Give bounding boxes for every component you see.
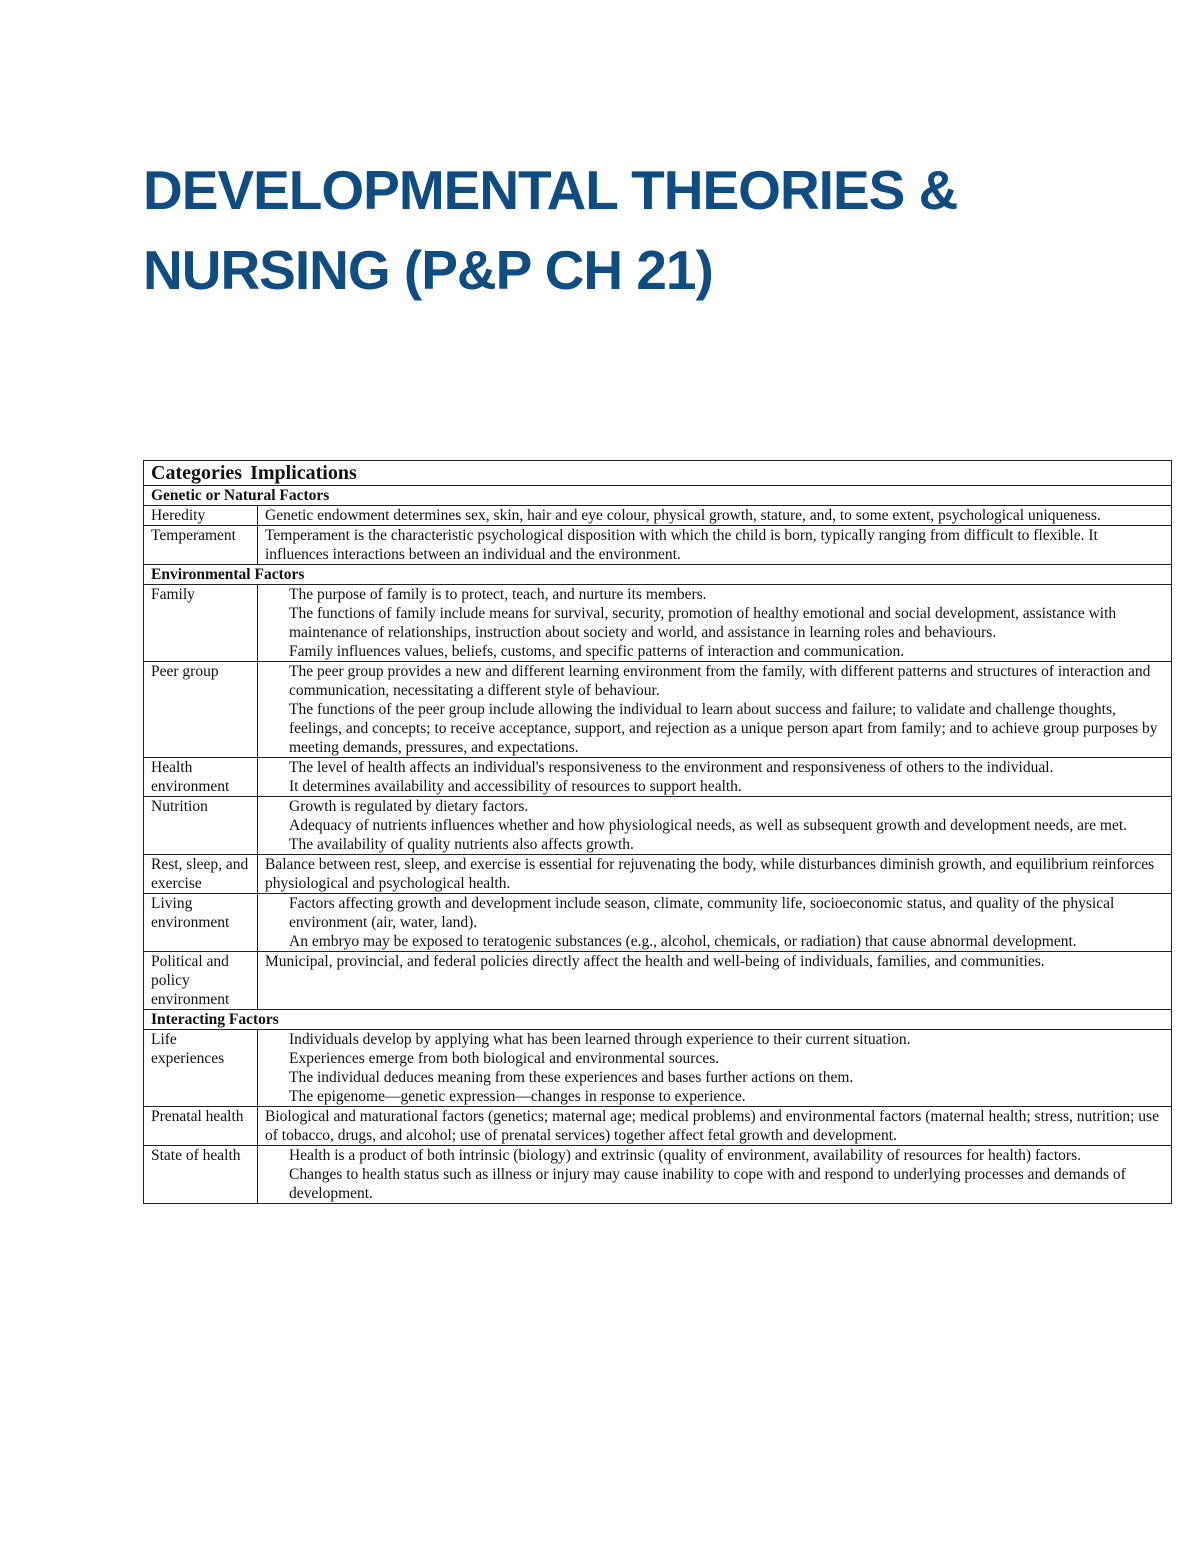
table-body [144,486,1172,1204]
category-cell: State of health [144,1146,258,1204]
section-row [144,565,1172,585]
table-row [144,894,1172,952]
table-row [144,1030,1172,1107]
implication-line: Biological and maturational factors (genetics; maternal age; medical problems) and environmental factors (maternal health; stress, nutrition; use of tobacco, drugs, and alcohol; use of prenatal services) together affect fetal growth and development. [265,1108,1159,1144]
table-row [144,585,1172,662]
implication-line: Balance between rest, sleep, and exercise is essential for rejuvenating the body, while disturbances diminish growth, and equilibrium reinforces physiological and psychological health. [265,856,1155,892]
implication-cell [258,585,1172,662]
implication-line: Adequacy of nutrients influences whether and how physiological needs, as well as subsequent growth and development needs, are met. [289,817,1128,834]
implication-line: The individual deduces meaning from these experiences and bases further actions on them. [289,1069,854,1086]
implication-line: The level of health affects an individual's responsiveness to the environment and responsiveness of others to the individual. [289,759,1054,776]
implication-cell [258,1146,1172,1204]
section-row [144,1010,1172,1030]
section-heading: Interacting Factors [144,1010,1172,1030]
category-cell: Prenatal health [144,1107,258,1146]
category-cell: Peer group [144,662,258,758]
category-cell: Life experiences [144,1030,258,1107]
table-row [144,506,1172,526]
implication-cell [258,894,1172,952]
table-row [144,526,1172,565]
implication-line: Genetic endowment determines sex, skin, hair and eye colour, physical growth, stature, and, to some extent, psychological uniqueness. [265,507,1101,524]
implication-line: The functions of the peer group include allowing the individual to learn about success and failure; to validate and challenge thoughts, feelings, and concepts; to receive acceptance, support, and rejection as a unique person apart from family; and to achieve group purposes by meeting demands, pressures, and expectations. [289,701,1158,756]
implication-cell [258,952,1172,1010]
implication-line: Family influences values, beliefs, customs, and specific patterns of interaction and communication. [289,643,905,660]
implication-cell [258,526,1172,565]
category-cell: Heredity [144,506,258,526]
implication-line: The functions of family include means for survival, security, promotion of healthy emotional and social development, assistance with maintenance of relationships, instruction about society and world, and assistance in learning roles and behaviours. [289,605,1117,641]
category-cell: Living environment [144,894,258,952]
table-header-row [144,461,1172,486]
table-row [144,952,1172,1010]
implication-line: Factors affecting growth and development include season, climate, community life, socioeconomic status, and quality of the physical environment (air, water, land). [289,895,1115,931]
implication-line: Temperament is the characteristic psychological disposition with which the child is born, typically ranging from difficult to flexible. It influences interactions between an individual and the environment. [265,527,1098,563]
section-heading: Genetic or Natural Factors [144,486,1172,506]
implication-line: Changes to health status such as illness or injury may cause inability to cope with and respond to underlying processes and demands of development. [289,1166,1126,1202]
implication-line: Growth is regulated by dietary factors. [289,798,529,815]
section-heading: Environmental Factors [144,565,1172,585]
category-cell: Nutrition [144,797,258,855]
category-cell: Temperament [144,526,258,565]
implication-cell [258,758,1172,797]
category-cell: Political and policy environment [144,952,258,1010]
title-line: NURSING (P&P CH 21) [143,239,713,301]
implication-cell [258,855,1172,894]
implication-line: Experiences emerge from both biological and environmental sources. [289,1050,720,1067]
category-cell: Rest, sleep, and exercise [144,855,258,894]
page-title [143,150,1143,310]
section-row [144,486,1172,506]
implication-line: The availability of quality nutrients also affects growth. [289,836,634,853]
implication-cell [258,506,1172,526]
implication-line: Municipal, provincial, and federal policies directly affect the health and well-being of individuals, families, and communities. [265,953,1045,970]
column-header-implications: Implications [250,462,357,484]
title-line: DEVELOPMENTAL THEORIES & [143,159,958,221]
factors-table [143,460,1172,1204]
implication-line: An embryo may be exposed to teratogenic substances (e.g., alcohol, chemicals, or radiation) that cause abnormal development. [289,933,1077,950]
implication-cell [258,1107,1172,1146]
table-row [144,1146,1172,1204]
table-header [144,461,1172,486]
implication-line: It determines availability and accessibility of resources to support health. [289,778,742,795]
category-cell: Family [144,585,258,662]
category-cell: Health environment [144,758,258,797]
implication-cell [258,797,1172,855]
implication-line: The purpose of family is to protect, teach, and nurture its members. [289,586,707,603]
implication-cell [258,1030,1172,1107]
table-row [144,662,1172,758]
implication-line: Health is a product of both intrinsic (biology) and extrinsic (quality of environment, availability of resources for health) factors. [289,1147,1081,1164]
table-row [144,758,1172,797]
implication-line: The epigenome—genetic expression—changes in response to experience. [289,1088,746,1105]
table-row [144,797,1172,855]
table-row [144,855,1172,894]
implication-line: Individuals develop by applying what has been learned through experience to their current situation. [289,1031,911,1048]
column-header-categories: Categories [151,462,243,484]
implication-cell [258,662,1172,758]
table-row [144,1107,1172,1146]
implication-line: The peer group provides a new and different learning environment from the family, with different patterns and structures of interaction and communication, necessitating a different style of behaviour. [289,663,1151,699]
